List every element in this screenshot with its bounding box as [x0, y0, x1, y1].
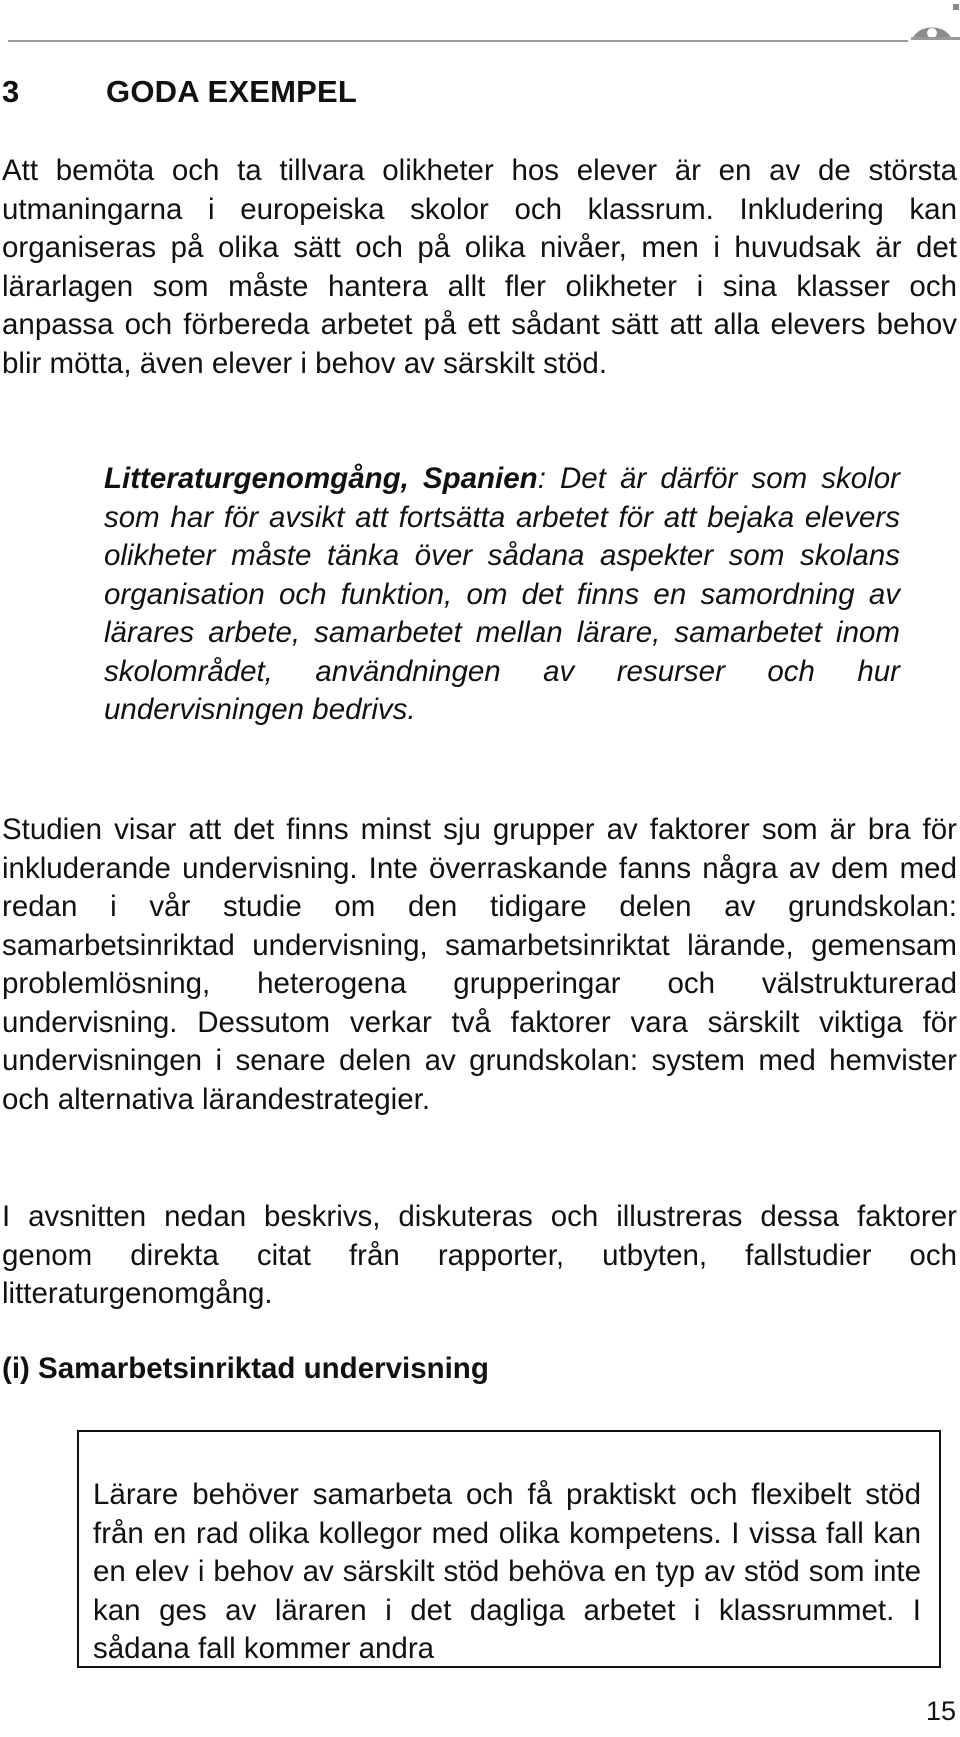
- subsection-heading: (i) Samarbetsinriktad undervisning: [2, 1352, 489, 1385]
- eye-logo-icon: [905, 0, 960, 44]
- sections-intro-paragraph: I avsnitten nedan beskrivs, diskuteras och illustreras dessa faktorer genom direkta citat från rapporter, utbyten, fallstudier och litteraturgenomgång.: [2, 1200, 957, 1310]
- section-number: 3: [2, 74, 20, 109]
- page-number: 15: [925, 1696, 956, 1726]
- intro-paragraph: Att bemöta och ta tillvara olikheter hos elever är en av de största utmaningarna i europeiska skolor och klassrum. Inkludering kan organiseras på olika sätt och på olika nivåer, men i huvudsak är det lärarlagen som måste hantera allt fler olikheter i sina klasser och anpassa och förbereda arbetet på ett sådant sätt att alla elevers behov blir mötta, även elever i behov av särskilt stöd.: [2, 154, 957, 380]
- section-title: GODA EXEMPEL: [106, 74, 358, 109]
- literature-quote: [104, 460, 900, 730]
- boxed-excerpt: [77, 1430, 941, 1668]
- boxed-excerpt-text: Lärare behöver samarbeta och få praktiskt och flexibelt stöd från en rad olika kollegor med olika kompetens. I vissa fall kan en elev i behov av särskilt stöd behöva en typ av stöd som inte kan ges av läraren i det dagliga arbetet i klassrummet. I sådana fall kommer andra: [93, 1478, 921, 1665]
- header-rule: [8, 40, 908, 42]
- findings-paragraph: Studien visar att det finns minst sju grupper av faktorer som är bra för inkluderande undervisning. Inte överraskande fanns några av dem med redan i vår studie om den tidigare delen av grundskolan: samarbetsinriktad undervisning, samarbetsinriktat lärande, gemensam problemlösning, heterogena grupperingar och välstrukturerad undervisning. Dessutom verkar två faktorer vara särskilt viktiga för undervisningen i senare delen av grundskolan: system med hemvister och alternativa lärandestrategier.: [2, 813, 957, 1116]
- section-heading: [0, 74, 357, 110]
- quote-source: Litteraturgenomgång, Spanien: [104, 462, 538, 495]
- quote-text: Det är därför som skolor som har för avsikt att fortsätta arbetet för att bejaka elevers olikheter måste tänka över sådana aspekter som skolans organisation och funktion, om det finns en samordning av lärares arbete, samarbetet mellan lärare, samarbetet inom skolområdet, användningen av resurser och hur undervisningen bedrivs.: [104, 462, 900, 726]
- quote-separator: :: [537, 462, 546, 495]
